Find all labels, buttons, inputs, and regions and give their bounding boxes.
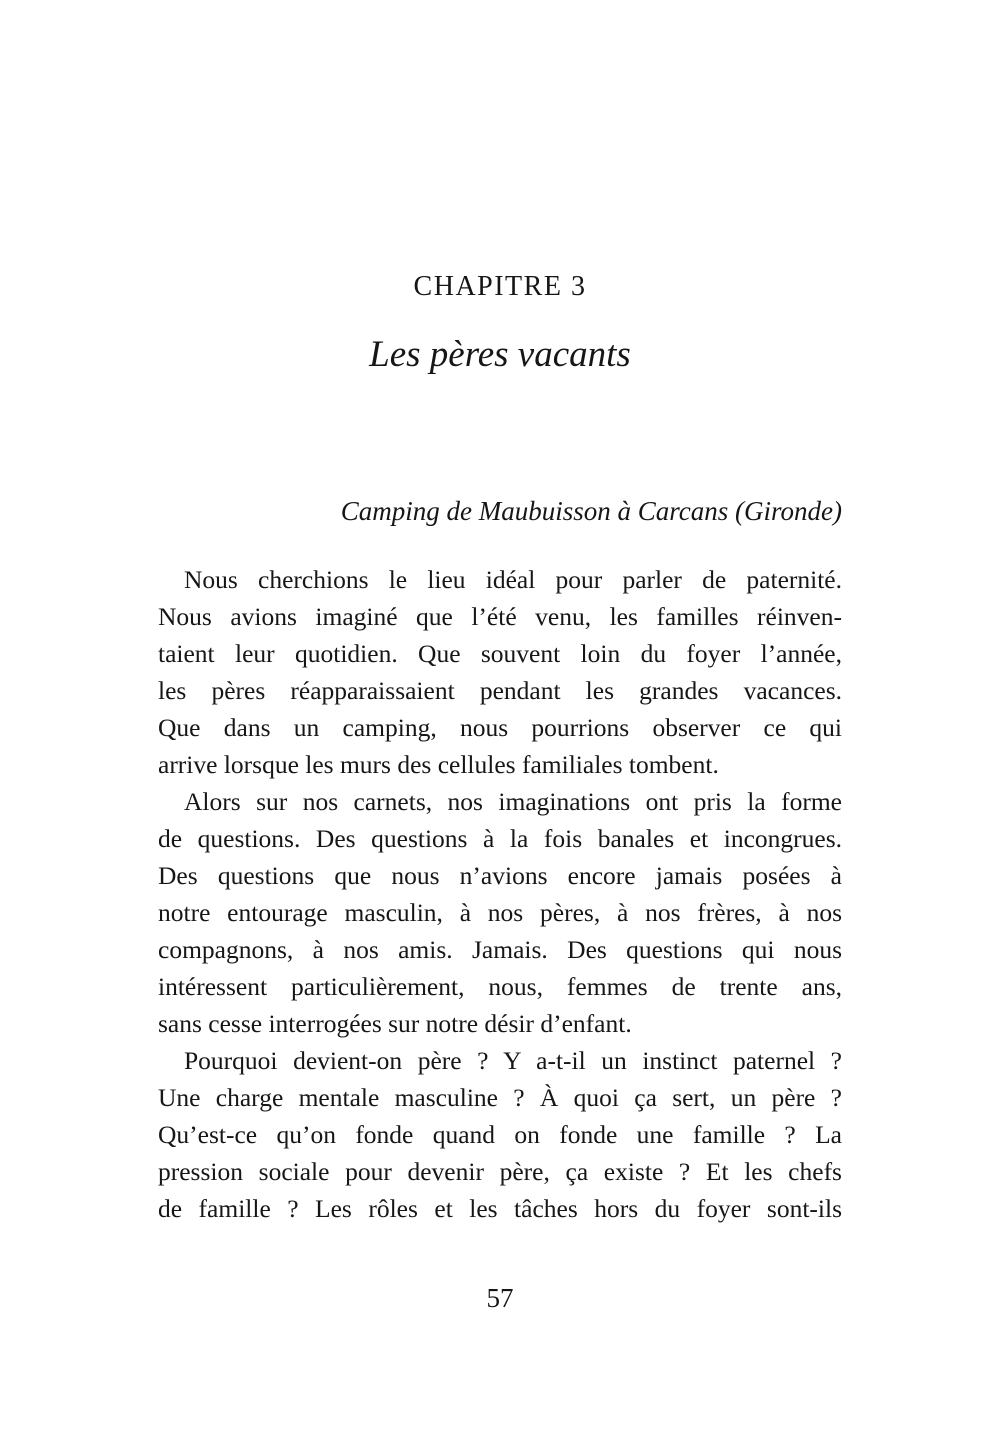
chapter-title: Les pères vacants [369, 334, 631, 375]
paragraph [158, 1042, 842, 1227]
dateline: Camping de Maubuisson à Carcans (Gironde) [340, 496, 842, 526]
body-line: Des questions que nous n’avions encore jamais posées à [158, 861, 842, 890]
body-line: sans cesse interrogées sur notre désir d’enfant. [158, 1009, 632, 1038]
body-line: Que dans un camping, nous pourrions observer ce qui [158, 713, 842, 742]
chapter-label: CHAPITRE 3 [413, 271, 587, 302]
body-line: compagnons, à nos amis. Jamais. Des questions qui nous [158, 935, 842, 964]
body-line: Une charge mentale masculine ? À quoi ça sert, un père ? [158, 1083, 842, 1112]
paragraph [158, 561, 842, 783]
body-line: Qu’est-ce qu’on fonde quand on fonde une famille ? La [158, 1120, 842, 1149]
body-line: arrive lorsque les murs des cellules familiales tombent. [158, 750, 719, 779]
body-line: Nous avions imaginé que l’été venu, les familles réinven- [158, 602, 842, 631]
body-line: taient leur quotidien. Que souvent loin du foyer l’année, [158, 639, 842, 668]
body-line: intéressent particulièrement, nous, femmes de trente ans, [158, 972, 842, 1001]
page-number: 57 [486, 1283, 514, 1313]
body-line: notre entourage masculin, à nos pères, à nos frères, à nos [158, 898, 842, 927]
body-line: de questions. Des questions à la fois banales et incongrues. [158, 824, 842, 853]
body-line: Alors sur nos carnets, nos imaginations ont pris la forme [184, 787, 842, 816]
body-line: de famille ? Les rôles et les tâches hors du foyer sont-ils [158, 1194, 842, 1223]
body-line: les pères réapparaissaient pendant les grandes vacances. [158, 676, 842, 705]
body-line: Pourquoi devient-on père ? Y a-t-il un instinct paternel ? [184, 1046, 842, 1075]
body-line: pression sociale pour devenir père, ça existe ? Et les chefs [158, 1157, 842, 1186]
paragraph [158, 783, 842, 1042]
body-line: Nous cherchions le lieu idéal pour parler de paternité. [184, 565, 842, 594]
body-text [158, 561, 842, 1227]
